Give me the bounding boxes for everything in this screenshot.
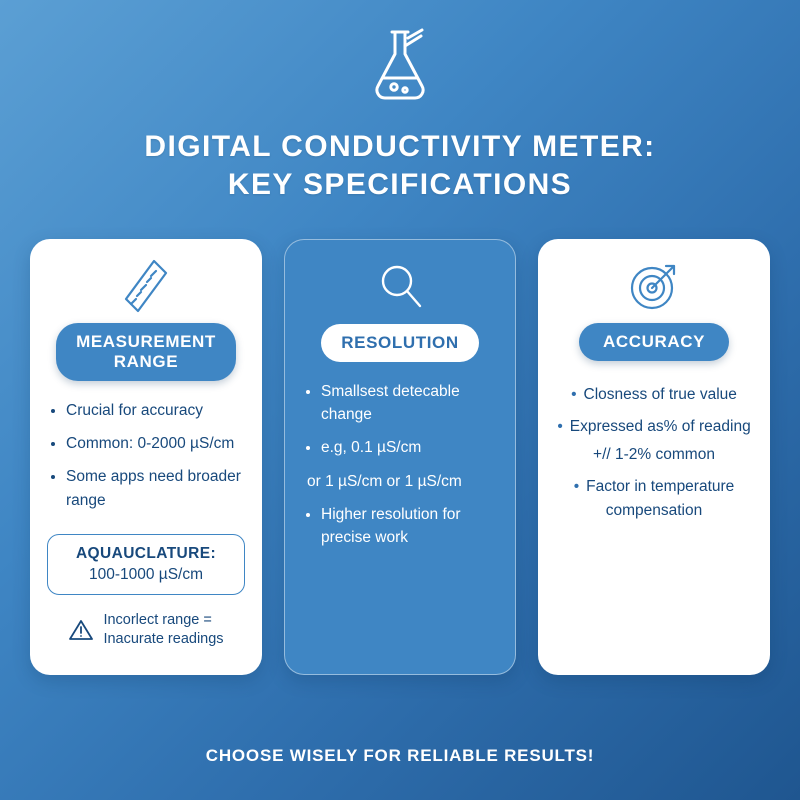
list-item: • Closness of true value [552,383,756,407]
ruler-icon [123,257,169,315]
list-item: • Smallsest detecable change [321,380,497,427]
magnifier-icon [374,258,426,316]
warning-line-2: Inacurate readings [103,631,224,648]
list-item: • Higher resolution for precise work [321,503,497,550]
card-1-pill-line-1: MEASUREMENT [76,331,216,351]
card-1-pill [56,323,236,381]
card-2-pill-label: RESOLUTION [341,332,459,352]
card-2-pill [321,324,478,362]
card-resolution [284,239,516,675]
list-item: • e.g, 0.1 µS/cm [321,436,497,459]
cards-row [30,239,770,675]
warning-note [62,611,229,650]
flask-icon [364,24,436,104]
page-title [144,128,655,205]
list-item: • Some apps need broader range [66,465,244,512]
card-1-bullets [44,399,248,522]
list-item: • Expressed as% of reading [552,415,756,439]
card-1-pill-line-2: RANGE [113,351,179,371]
card-3-lines [552,383,756,531]
list-item: or 1 µS/cm or 1 µS/cm [307,472,462,490]
card-2-bullets [299,380,501,560]
warning-triangle-icon [68,618,94,642]
card-3-pill-label: ACCURACY [602,331,706,351]
title-line-2: KEY SPECIFICATIONS [227,168,573,202]
card-3-pill [579,323,729,361]
list-item: • Crucial for accuracy [66,399,244,422]
highlight-title: AQUAUCLATURE: [75,544,217,562]
card-measurement-range [30,239,262,675]
list-item: • Factor in temperature compensation [552,475,756,523]
list-item: • Common: 0-2000 µS/cm [66,432,244,455]
warning-line-1: Incorlect range = [103,611,212,628]
list-item: +// 1-2% common [593,445,715,463]
title-line-1: DIGITAL CONDUCTIVITY METER: [144,130,656,163]
aquaculture-highlight [47,534,245,595]
highlight-value: 100-1000 µS/cm [88,565,204,583]
card-accuracy [538,239,770,675]
target-icon [626,257,682,315]
footer-text: CHOOSE WISELY FOR RELIABLE RESULTS! [205,746,595,765]
